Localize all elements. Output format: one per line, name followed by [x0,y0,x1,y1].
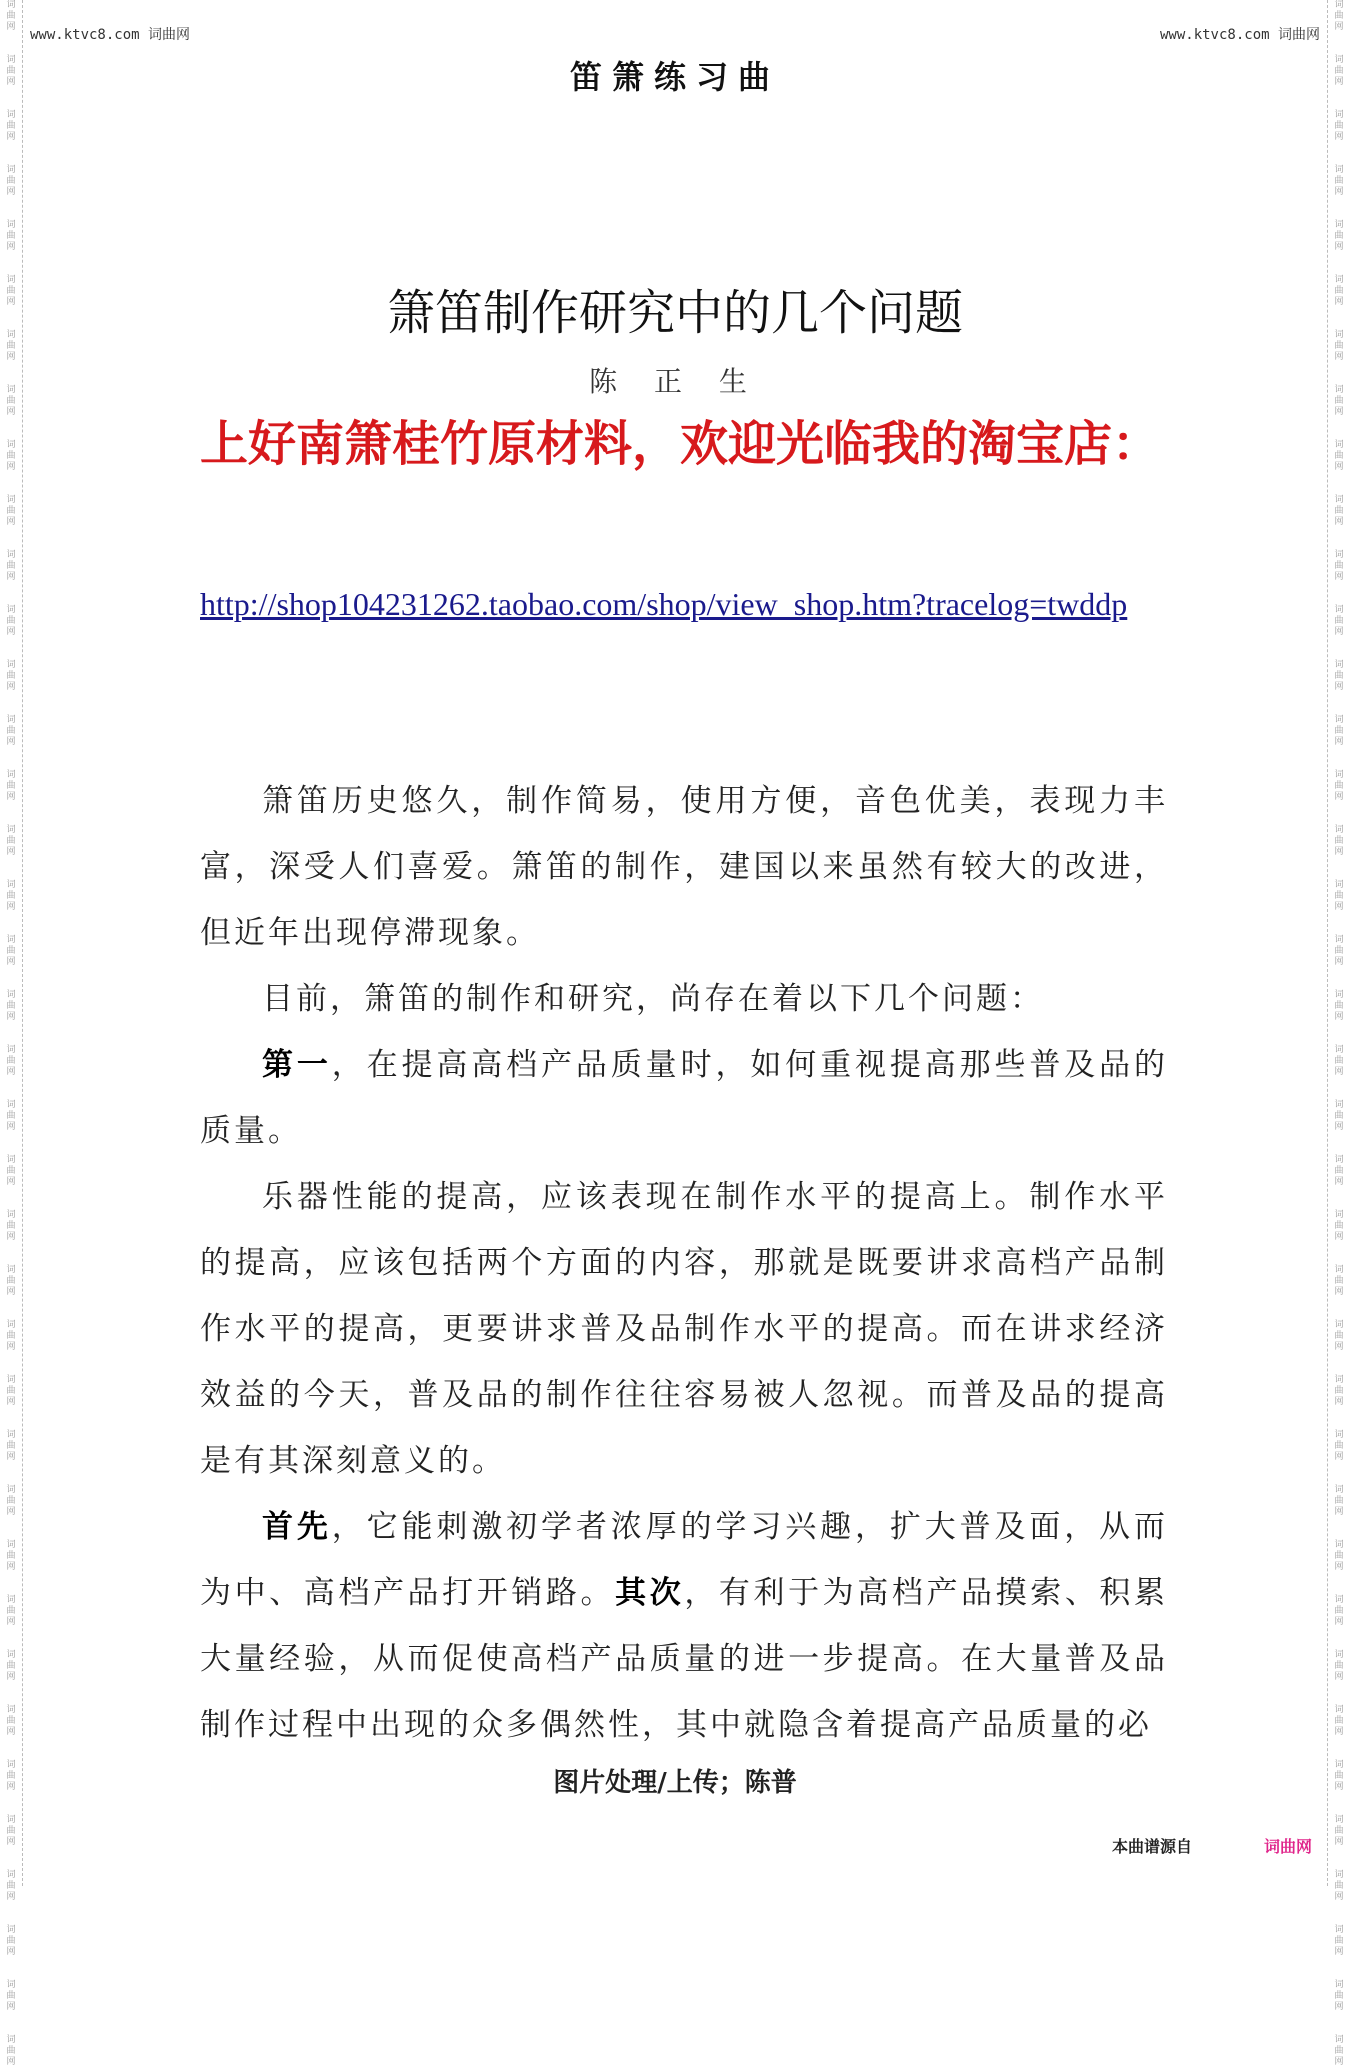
header-site-right: 词曲网 [1278,27,1320,43]
watermark-group: 词 曲 网 [6,275,16,307]
watermark-group: 词 曲 网 [6,1705,16,1737]
watermark-group: 词 曲 网 [6,330,16,362]
watermark-group: 词 曲 网 [1334,1485,1344,1517]
header-url-right[interactable] [1160,24,1320,44]
watermark-group: 词 曲 网 [1334,495,1344,527]
watermark-group: 词 曲 网 [6,1155,16,1187]
watermark-group: 词 曲 网 [6,495,16,527]
watermark-group: 词 曲 网 [1334,1870,1344,1902]
watermark-group: 词 曲 网 [6,660,16,692]
watermark-group: 词 曲 网 [1334,220,1344,252]
paragraph-2: 目前，箫笛的制作和研究，尚存在着以下几个问题： [262,981,1044,1017]
page-heading: 笛箫练习曲 [569,58,780,96]
watermark-group: 词 曲 网 [1334,990,1344,1022]
watermark-group: 词 曲 网 [1334,1815,1344,1847]
paragraph-3-text: ，在提高高档产品质量时，如何重视提高那些普及品的质量。 [200,1047,1169,1149]
watermark-group: 词 曲 网 [6,1980,16,2012]
watermark-group: 词 曲 网 [6,2035,16,2067]
watermark-group: 词 曲 网 [1334,550,1344,582]
watermark-group: 词 曲 网 [1334,1320,1344,1352]
watermark-group: 词 曲 网 [6,1595,16,1627]
watermark-group: 词 曲 网 [6,1870,16,1902]
watermark-group: 词 曲 网 [1334,330,1344,362]
article-title: 箫笛制作研究中的几个问题 [386,285,963,341]
footer-source-label: 本曲谱源自 [1111,1837,1192,1856]
watermark-group: 词 曲 网 [6,1925,16,1957]
shop-link[interactable]: http://shop104231262.taobao.com/shop/view_shop.htm?tracelog=twddp [200,586,1128,622]
watermark-group: 词 曲 网 [1334,1045,1344,1077]
watermark-group: 词 曲 网 [1334,275,1344,307]
paragraph-5-lead-a: 首先 [262,1509,332,1545]
watermark-group: 词 曲 网 [6,990,16,1022]
watermark-group: 词 曲 网 [6,440,16,472]
watermark-group: 词 曲 网 [6,1815,16,1847]
watermark-group: 词 曲 网 [1334,1540,1344,1572]
watermark-group: 词 曲 网 [6,825,16,857]
promo-text: 上好南箫桂竹原材料，欢迎光临我的淘宝店： [200,416,1161,472]
watermark-group: 词 曲 网 [1334,1100,1344,1132]
watermark-group: 词 曲 网 [6,880,16,912]
watermark-group: 词 曲 网 [6,550,16,582]
watermark-group: 词 曲 网 [1334,1210,1344,1242]
watermark-group: 词 曲 网 [1334,440,1344,472]
watermark-group: 词 曲 网 [6,1375,16,1407]
watermark-group: 词 曲 网 [1334,1265,1344,1297]
watermark-group: 词 曲 网 [6,1430,16,1462]
article-author: 陈 正 生 [589,365,761,398]
watermark-group: 词 曲 网 [1334,880,1344,912]
watermark-group: 词 曲 网 [6,220,16,252]
paragraph-3-lead: 第一 [262,1047,332,1083]
watermark-group: 词 曲 网 [1334,1980,1344,2012]
watermark-group: 词 曲 网 [1334,1595,1344,1627]
watermark-group: 词 曲 网 [6,770,16,802]
paragraph-5-text-b: ，有利于为高档产品摸索、积累大量经验，从而促使高档产品质量的进一步提高。在大量普及品制作过程中出现的众多偶然性，其中就隐含着提高产品质量的必 [200,1575,1169,1743]
watermark-group: 词 曲 网 [6,605,16,637]
watermark-group: 词 曲 网 [1334,715,1344,747]
watermark-group: 词 曲 网 [1334,2035,1344,2067]
watermark-group: 词 曲 网 [6,1485,16,1517]
paragraph-5 [200,1494,1168,1758]
watermark-group: 词 曲 网 [6,935,16,967]
watermark-group: 词 曲 网 [1334,1705,1344,1737]
watermark-group: 词 曲 网 [6,1265,16,1297]
watermark-group: 词 曲 网 [1334,1375,1344,1407]
header-url-left-text: www.ktvc8.com [30,27,140,43]
watermark-group: 词 曲 网 [6,0,16,32]
watermark-group: 词 曲 网 [6,1100,16,1132]
watermark-group: 词 曲 网 [1334,1760,1344,1792]
watermark-group: 词 曲 网 [6,385,16,417]
watermark-group: 词 曲 网 [1334,770,1344,802]
watermark-group: 词 曲 网 [6,715,16,747]
watermark-group: 词 曲 网 [1334,1155,1344,1187]
watermark-group: 词 曲 网 [1334,825,1344,857]
watermark-group: 词 曲 网 [1334,935,1344,967]
footer-site-link[interactable]: 词曲网 [1263,1837,1312,1856]
watermark-group: 词 曲 网 [6,165,16,197]
watermark-group: 词 曲 网 [6,1045,16,1077]
watermark-group: 词 曲 网 [1334,110,1344,142]
watermark-group: 词 曲 网 [1334,385,1344,417]
watermark-group: 词 曲 网 [1334,165,1344,197]
paragraph-3 [200,1032,1168,1164]
watermark-group: 词 曲 网 [6,55,16,87]
paragraph-5-text-a: ，它能刺激初学者浓厚的学习兴趣，扩大普及面，从而为中、高档产品打开销路。 [200,1509,1169,1611]
watermark-group: 词 曲 网 [6,1320,16,1352]
watermark-group: 词 曲 网 [1334,55,1344,87]
watermark-group: 词 曲 网 [1334,660,1344,692]
image-credit: 图片处理/上传；陈普 [553,1768,797,1798]
article-body [200,768,1168,1758]
watermark-group: 词 曲 网 [6,110,16,142]
paragraph-1: 箫笛历史悠久，制作简易，使用方便，音色优美，表现力丰富，深受人们喜爱。箫笛的制作，建国以来虽然有较大的改进，但近年出现停滞现象。 [200,783,1168,951]
watermark-group: 词 曲 网 [1334,1430,1344,1462]
watermark-group: 词 曲 网 [6,1540,16,1572]
watermark-group: 词 曲 网 [1334,0,1344,32]
header-site-left: 词曲网 [148,27,191,43]
header-url-left[interactable] [30,24,190,44]
watermark-group: 词 曲 网 [6,1210,16,1242]
paragraph-5-lead-b: 其次 [615,1575,685,1611]
watermark-group: 词 曲 网 [1334,1925,1344,1957]
watermark-group: 词 曲 网 [1334,605,1344,637]
watermark-group: 词 曲 网 [6,1760,16,1792]
watermark-group: 词 曲 网 [1334,1650,1344,1682]
watermark-group: 词 曲 网 [6,1650,16,1682]
header-url-right-text: www.ktvc8.com [1159,27,1270,43]
paragraph-4: 乐器性能的提高，应该表现在制作水平的提高上。制作水平的提高，应该包括两个方面的内容，那就是既要讲求高档产品制作水平的提高，更要讲求普及品制作水平的提高。而在讲求经济效益的今天，普及品的制作往往容易被人忽视。而普及品的提高是有其深刻意义的。 [200,1179,1168,1479]
